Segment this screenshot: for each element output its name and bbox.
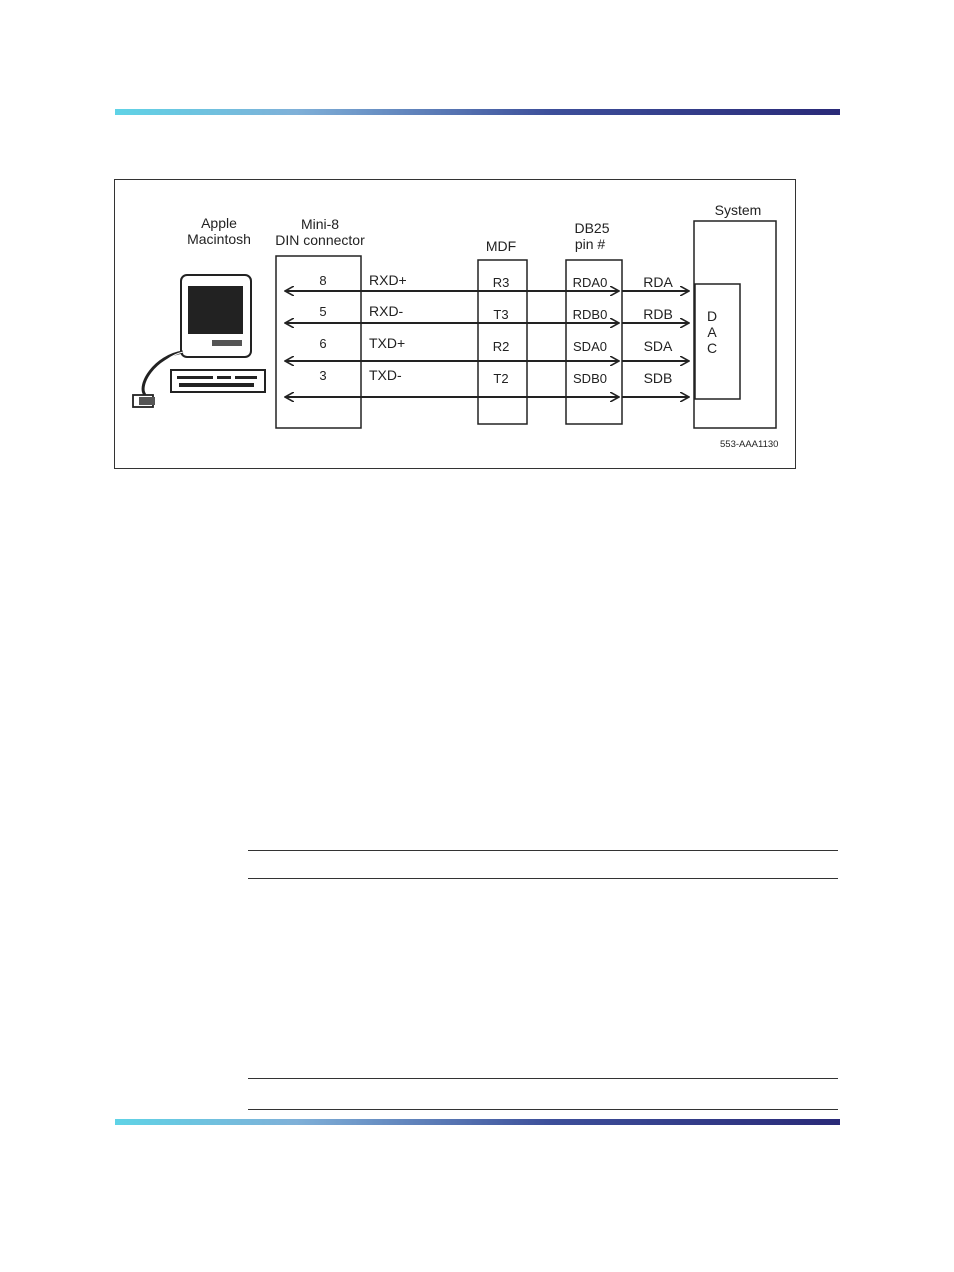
pin-number: 5 — [319, 304, 327, 319]
signal-label: RXD+ — [369, 272, 407, 288]
din-label-line2: DIN connector — [275, 232, 365, 248]
mdf-terminal: R3 — [492, 275, 510, 290]
db25-pin: RDA0 — [572, 275, 608, 290]
pin-number: 6 — [319, 336, 327, 351]
table-rule-bottom-1 — [248, 1078, 838, 1079]
signal-label: TXD+ — [369, 335, 406, 351]
dac-letter-a: A — [707, 324, 717, 340]
mdf-terminal: T2 — [493, 371, 509, 386]
system-signal: RDB — [643, 306, 673, 322]
connection-diagram — [115, 180, 795, 468]
db25-label-line1: DB25 — [574, 220, 610, 236]
dac-letter-d: D — [706, 308, 718, 324]
header-accent-bar — [115, 109, 840, 115]
mdf-terminal: R2 — [492, 339, 510, 354]
macintosh-label-line2: Macintosh — [187, 231, 251, 247]
figure-id: 553-AAA1130 — [720, 439, 779, 450]
dac-letter-c: C — [706, 340, 718, 356]
dac-box — [695, 284, 740, 399]
db25-pin: SDB0 — [573, 371, 607, 386]
table-rule-header — [248, 878, 838, 879]
db25-pin: RDB0 — [572, 307, 608, 322]
signal-label: RXD- — [369, 303, 404, 319]
system-label: System — [714, 202, 762, 218]
din-label-line1: Mini-8 — [300, 216, 340, 232]
macintosh-label-line1: Apple — [201, 215, 237, 231]
db25-label-line2: pin # — [574, 236, 606, 252]
system-signal: SDA — [643, 338, 673, 354]
db25-pin: SDA0 — [573, 339, 607, 354]
system-box — [694, 221, 776, 428]
table-rule-bottom-2 — [248, 1109, 838, 1110]
pin-number: 8 — [319, 273, 327, 288]
macintosh-computer-icon — [133, 275, 265, 407]
system-signal: RDA — [643, 274, 673, 290]
mdf-terminal: T3 — [493, 307, 509, 322]
system-signal: SDB — [643, 370, 673, 386]
signal-label: TXD- — [369, 367, 402, 383]
footer-accent-bar — [115, 1119, 840, 1125]
figure-frame — [114, 179, 796, 469]
mdf-label: MDF — [485, 238, 517, 254]
pin-number: 3 — [319, 368, 327, 383]
table-rule-top — [248, 850, 838, 851]
